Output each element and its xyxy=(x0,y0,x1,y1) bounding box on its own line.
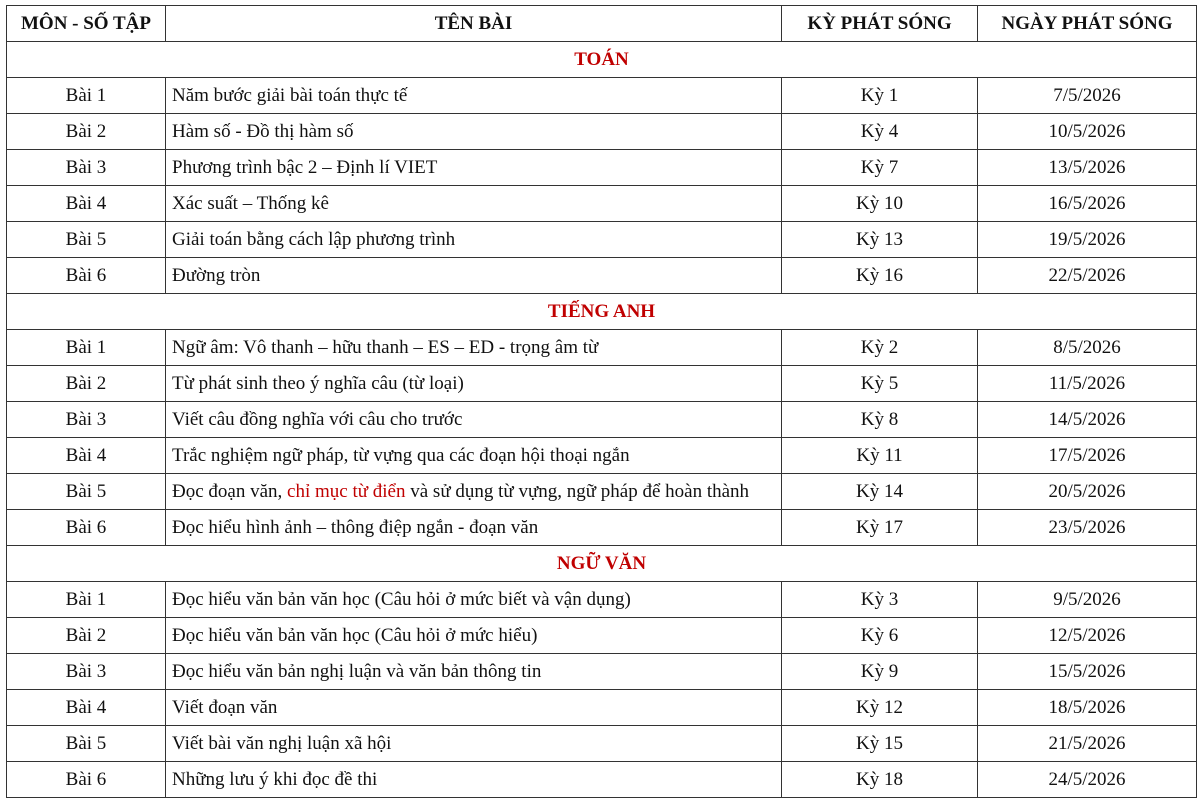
lesson-number: Bài 3 xyxy=(7,402,166,438)
lesson-number: Bài 2 xyxy=(7,618,166,654)
broadcast-date: 8/5/2026 xyxy=(978,330,1197,366)
lesson-number: Bài 6 xyxy=(7,510,166,546)
table-row xyxy=(7,726,1197,762)
broadcast-date: 10/5/2026 xyxy=(978,114,1197,150)
section-title: NGỮ VĂN xyxy=(7,546,1197,582)
lesson-title: Giải toán bằng cách lập phương trình xyxy=(166,222,782,258)
table-row xyxy=(7,474,1197,510)
section-row xyxy=(7,294,1197,330)
broadcast-period: Kỳ 1 xyxy=(782,78,978,114)
broadcast-period: Kỳ 9 xyxy=(782,654,978,690)
lesson-title: Xác suất – Thống kê xyxy=(166,186,782,222)
table-row xyxy=(7,690,1197,726)
broadcast-date: 24/5/2026 xyxy=(978,762,1197,798)
broadcast-period: Kỳ 18 xyxy=(782,762,978,798)
lesson-number: Bài 4 xyxy=(7,438,166,474)
broadcast-date: 23/5/2026 xyxy=(978,510,1197,546)
table-row xyxy=(7,654,1197,690)
lesson-title-part: và sử dụng từ vựng, ngữ pháp để hoàn thành xyxy=(405,480,750,502)
lesson-number: Bài 3 xyxy=(7,150,166,186)
lesson-number: Bài 1 xyxy=(7,582,166,618)
table-header xyxy=(7,6,1197,42)
broadcast-schedule-table xyxy=(6,5,1197,798)
header-subject: MÔN - SỐ TẬP xyxy=(7,6,166,42)
broadcast-date: 9/5/2026 xyxy=(978,582,1197,618)
lesson-title: Đọc hiểu văn bản văn học (Câu hỏi ở mức biết và vận dụng) xyxy=(166,582,782,618)
lesson-number: Bài 1 xyxy=(7,330,166,366)
header-period: KỲ PHÁT SÓNG xyxy=(782,6,978,42)
lesson-title: Phương trình bậc 2 – Định lí VIET xyxy=(166,150,782,186)
table-body xyxy=(7,42,1197,798)
lesson-title-part: Đọc đoạn văn, xyxy=(172,480,288,502)
broadcast-date: 12/5/2026 xyxy=(978,618,1197,654)
broadcast-period: Kỳ 7 xyxy=(782,150,978,186)
broadcast-period: Kỳ 2 xyxy=(782,330,978,366)
broadcast-period: Kỳ 16 xyxy=(782,258,978,294)
table-row xyxy=(7,222,1197,258)
broadcast-period: Kỳ 13 xyxy=(782,222,978,258)
broadcast-period: Kỳ 11 xyxy=(782,438,978,474)
lesson-title: Đường tròn xyxy=(166,258,782,294)
broadcast-date: 11/5/2026 xyxy=(978,366,1197,402)
lesson-number: Bài 3 xyxy=(7,654,166,690)
lesson-title: Đọc hiểu hình ảnh – thông điệp ngắn - đoạn văn xyxy=(166,510,782,546)
broadcast-period: Kỳ 15 xyxy=(782,726,978,762)
lesson-title: Viết bài văn nghị luận xã hội xyxy=(166,726,782,762)
header-row xyxy=(7,6,1197,42)
lesson-number: Bài 4 xyxy=(7,186,166,222)
section-row xyxy=(7,546,1197,582)
broadcast-period: Kỳ 3 xyxy=(782,582,978,618)
lesson-number: Bài 6 xyxy=(7,762,166,798)
section-title: TOÁN xyxy=(7,42,1197,78)
table-row xyxy=(7,438,1197,474)
table-row xyxy=(7,582,1197,618)
lesson-number: Bài 6 xyxy=(7,258,166,294)
broadcast-period: Kỳ 10 xyxy=(782,186,978,222)
table-row xyxy=(7,618,1197,654)
broadcast-period: Kỳ 8 xyxy=(782,402,978,438)
broadcast-date: 22/5/2026 xyxy=(978,258,1197,294)
table-row xyxy=(7,150,1197,186)
header-date: NGÀY PHÁT SÓNG xyxy=(978,6,1197,42)
lesson-title: Ngữ âm: Vô thanh – hữu thanh – ES – ED - trọng âm từ xyxy=(166,330,782,366)
table-row xyxy=(7,330,1197,366)
lesson-title: Đọc hiểu văn bản văn học (Câu hỏi ở mức hiểu) xyxy=(166,618,782,654)
lesson-title: Viết đoạn văn xyxy=(166,690,782,726)
lesson-title: Đọc hiểu văn bản nghị luận và văn bản thông tin xyxy=(166,654,782,690)
broadcast-period: Kỳ 4 xyxy=(782,114,978,150)
lesson-title xyxy=(166,474,782,510)
broadcast-date: 7/5/2026 xyxy=(978,78,1197,114)
broadcast-date: 18/5/2026 xyxy=(978,690,1197,726)
lesson-number: Bài 1 xyxy=(7,78,166,114)
lesson-title: Những lưu ý khi đọc đề thi xyxy=(166,762,782,798)
broadcast-date: 21/5/2026 xyxy=(978,726,1197,762)
section-row xyxy=(7,42,1197,78)
broadcast-date: 13/5/2026 xyxy=(978,150,1197,186)
lesson-number: Bài 4 xyxy=(7,690,166,726)
header-title: TÊN BÀI xyxy=(166,6,782,42)
lesson-title: Năm bước giải bài toán thực tế xyxy=(166,78,782,114)
table-row xyxy=(7,78,1197,114)
section-title: TIẾNG ANH xyxy=(7,294,1197,330)
lesson-title: Viết câu đồng nghĩa với câu cho trước xyxy=(166,402,782,438)
lesson-title: Hàm số - Đồ thị hàm số xyxy=(166,114,782,150)
table-row xyxy=(7,402,1197,438)
broadcast-period: Kỳ 17 xyxy=(782,510,978,546)
broadcast-date: 19/5/2026 xyxy=(978,222,1197,258)
table-row xyxy=(7,510,1197,546)
lesson-number: Bài 2 xyxy=(7,366,166,402)
table-row xyxy=(7,762,1197,798)
broadcast-period: Kỳ 6 xyxy=(782,618,978,654)
table-row xyxy=(7,186,1197,222)
broadcast-date: 17/5/2026 xyxy=(978,438,1197,474)
broadcast-date: 15/5/2026 xyxy=(978,654,1197,690)
broadcast-date: 16/5/2026 xyxy=(978,186,1197,222)
broadcast-date: 20/5/2026 xyxy=(978,474,1197,510)
highlighted-text: chỉ mục từ điển xyxy=(287,480,406,502)
lesson-number: Bài 2 xyxy=(7,114,166,150)
table-row xyxy=(7,114,1197,150)
broadcast-period: Kỳ 5 xyxy=(782,366,978,402)
table-row xyxy=(7,366,1197,402)
broadcast-period: Kỳ 14 xyxy=(782,474,978,510)
lesson-title: Từ phát sinh theo ý nghĩa câu (từ loại) xyxy=(166,366,782,402)
lesson-number: Bài 5 xyxy=(7,474,166,510)
table-row xyxy=(7,258,1197,294)
lesson-number: Bài 5 xyxy=(7,726,166,762)
lesson-title: Trắc nghiệm ngữ pháp, từ vựng qua các đoạn hội thoại ngắn xyxy=(166,438,782,474)
broadcast-period: Kỳ 12 xyxy=(782,690,978,726)
broadcast-date: 14/5/2026 xyxy=(978,402,1197,438)
lesson-number: Bài 5 xyxy=(7,222,166,258)
